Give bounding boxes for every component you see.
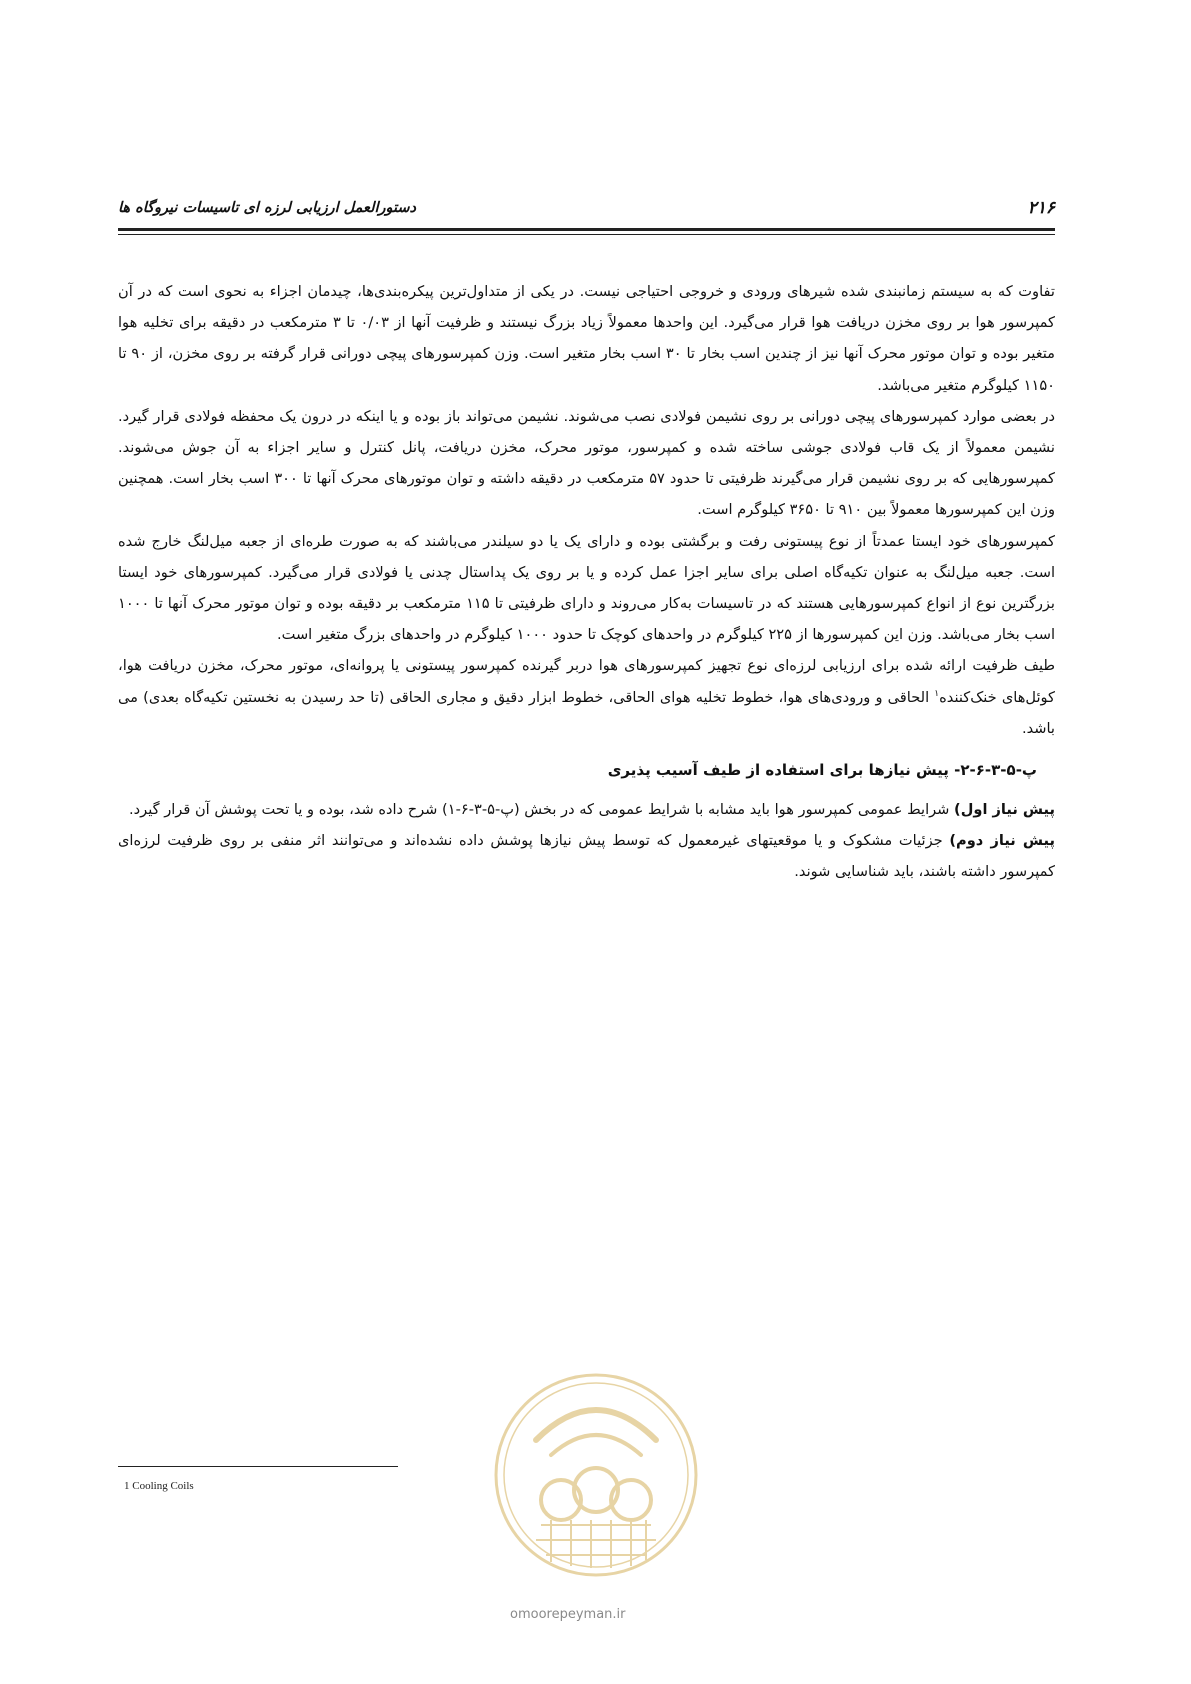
section-heading: پ-۵-۳-۶-۲- پیش نیازها برای استفاده از طیف آسیب پذیری <box>607 761 1037 780</box>
requirement-1-label: پیش نیاز اول) <box>954 801 1055 819</box>
paragraph-4-part-2: الحاقی و ورودی‌های هوا، خطوط تخلیه هوای الحاقی، خطوط ابزار دقیق و مجاری الحاقی (تا حد رسیدن به نخستین تکیه‌گاه بعدی) می باشد. <box>118 688 1055 737</box>
paragraph-1: تفاوت که به سیستم زمانبندی شده شیرهای ورودی و خروجی احتیاجی نیست. در یکی از متداول‌ترین پیکره‌بندی‌ها، چیدمان اجزاء به نحوی است که در آن کمپرسور هوا بر روی مخزن دریافت هوا قرار می‌گیرد. این واحدها معمولاً زیاد بزرگ نیستند و ظرفیت آنها از ۰/۰۳ تا ۳ مترمکعب در دقیقه برای تخلیه هوا متغیر بوده و توان موتور محرک آنها نیز از چندین اسب بخار تا ۳۰ اسب بخار متغیر است. وزن کمپرسورهای پیچی دورانی قرار گرفته بر روی مخزن، از ۹۰ تا ۱۱۵۰ کیلوگرم متغیر می‌باشد. <box>118 283 1056 394</box>
footnote-marker[interactable]: ۱ <box>934 688 940 699</box>
body-text <box>118 276 1055 888</box>
watermark-url: omoorepeyman.ir <box>510 1607 626 1622</box>
running-title: دستورالعمل ارزیابی لرزه ای تاسیسات نیروگاه ها <box>118 200 416 216</box>
footnote-rule <box>118 1466 398 1467</box>
requirement-2 <box>118 825 1055 887</box>
paragraph-4 <box>118 650 1055 744</box>
requirement-1 <box>118 794 1055 825</box>
requirement-2-text: جزئیات مشکوک و یا موقعیتهای غیرمعمول که توسط پیش نیازها پوشش داده نشده‌اند و می‌توانند اثر منفی بر روی ظرفیت لرزه‌ای کمپرسور داشته باشند، باید شناسایی شوند. <box>118 832 1055 881</box>
paragraph-3: کمپرسورهای خود ایستا عمدتاً از نوع پیستونی رفت و برگشتی بوده و دارای یک یا دو سیلندر می‌باشند که به صورت طره‌ای از جعبه میل‌لنگ خارج شده است. جعبه میل‌لنگ به عنوان تکیه‌گاه اصلی برای سایر اجزا عمل کرده و یا بر روی یک پداستال چدنی یا فولادی قرار می‌گیرد. کمپرسورهای خود ایستا بزرگترین نوع از انواع کمپرسورهایی هستند که در تاسیسات به‌کار می‌روند و دارای ظرفیتی تا ۱۱۵ مترمکعب بر دقیقه بوده و توان موتور محرک آنها تا ۱۰۰۰ اسب بخار می‌باشد. وزن این کمپرسورها از ۲۲۵ کیلوگرم در واحدهای کوچک تا حدود ۱۰۰۰ کیلوگرم در واحدهای بزرگ متغیر است. <box>118 532 1055 644</box>
header-rule-thick <box>118 228 1055 231</box>
footnote: 1 Cooling Coils <box>124 1480 194 1492</box>
requirement-1-text: شرایط عمومی کمپرسور هوا باید مشابه با شرایط عمومی که در بخش (پ-۵-۳-۶-۱) شرح داده شد، بوده و یا تحت پوشش آن قرار گیرد. <box>129 801 955 819</box>
seal-icon <box>491 1370 701 1580</box>
paragraph-2: در بعضی موارد کمپرسورهای پیچی دورانی بر روی نشیمن فولادی نصب می‌شوند. نشیمن می‌تواند باز بوده و یا اینکه در درون یک محفظه فولادی قرار گیرد. نشیمن معمولاً از یک قاب فولادی جوشی ساخته شده و کمپرسور، موتور محرک، مخزن دریافت، پانل کنترل و سایر اجزاء به آن جوش می‌شوند. کمپرسورهایی که بر روی نشیمن قرار می‌گیرند ظرفیتی تا حدود ۵۷ مترمکعب در دقیقه داشته و توان موتورهای محرک آنها تا ۳۰۰ اسب بخار است. همچنین وزن این کمپرسورها معمولاً بین ۹۱۰ تا ۳۶۵۰ کیلوگرم است. <box>118 407 1055 519</box>
header-rule-thin <box>118 234 1055 235</box>
paragraph-4-part-1: طیف ظرفیت ارائه شده برای ارزیابی لرزه‌ای نوع تجهیز کمپرسورهای هوا دربر گیرنده کمپرسور پیستونی یا پروانه‌ای، موتور محرک، مخزن دریافت هوا، کوئل‌های خنک‌کننده <box>118 657 1055 706</box>
page-header <box>118 198 1055 224</box>
page-number: ۲۱۶ <box>1027 198 1055 218</box>
requirement-2-label: پیش نیاز دوم) <box>949 832 1055 850</box>
watermark-seal <box>491 1370 701 1580</box>
